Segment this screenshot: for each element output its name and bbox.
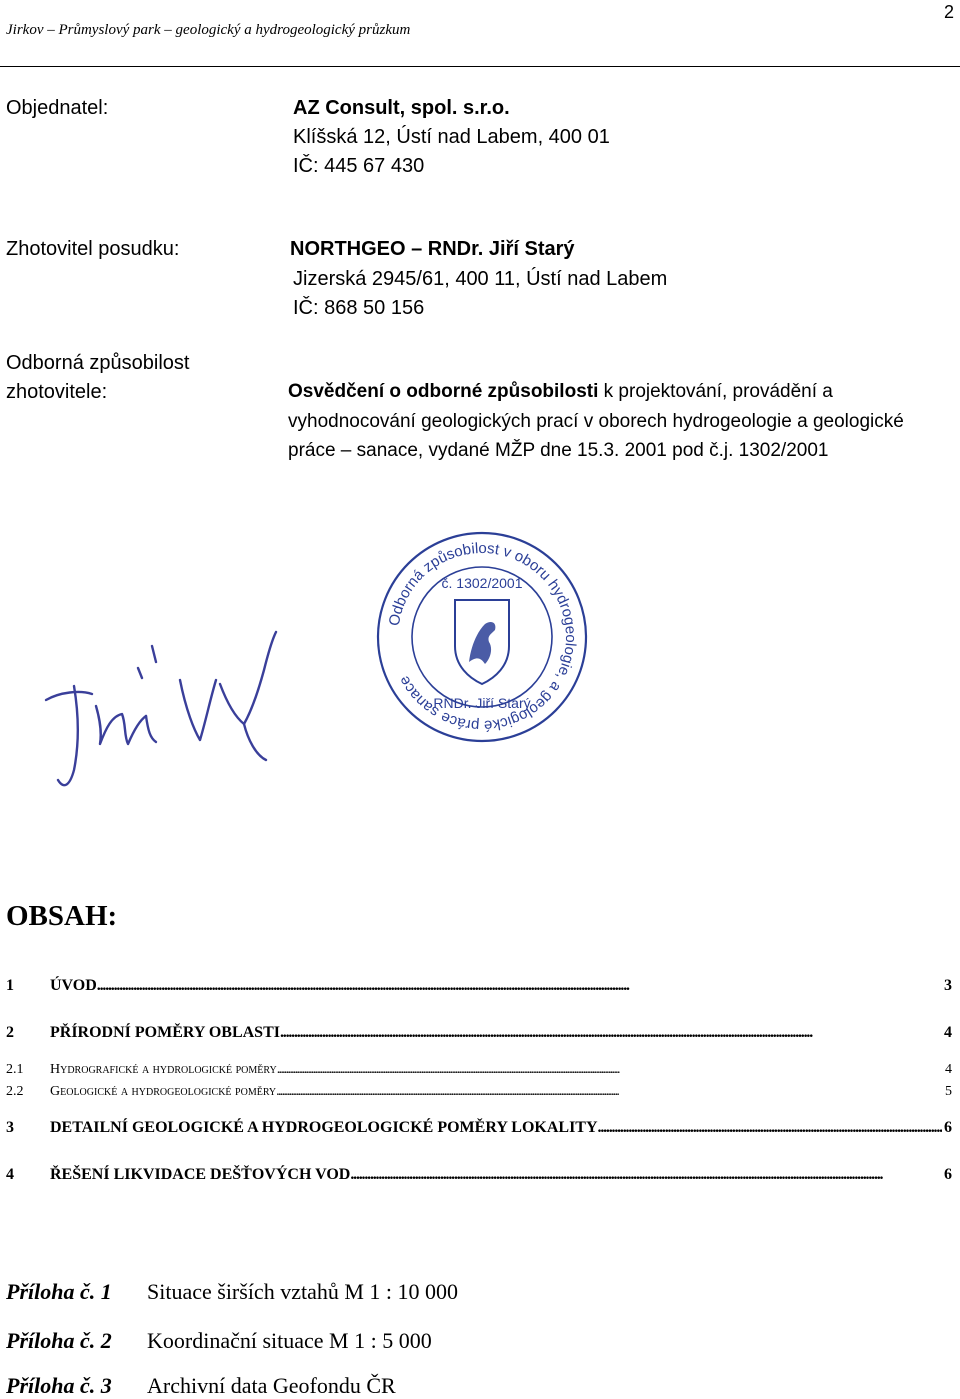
- toc-heading: OBSAH:: [6, 900, 118, 932]
- signature: [30, 620, 300, 800]
- qualification-text-bold: Osvědčení o odborné způsobilosti: [288, 381, 599, 402]
- toc-entry-title: PŘÍRODNÍ POMĚRY OBLASTI: [50, 1024, 280, 1041]
- client-address: Klíšská 12, Ústí nad Labem, 400 01: [293, 126, 610, 148]
- client-ic: IČ: 445 67 430: [293, 155, 425, 177]
- toc-entry[interactable]: [6, 977, 952, 995]
- toc-entry-number: 4: [6, 1166, 14, 1183]
- appendix-text: Archivní data Geofondu ČR: [147, 1373, 396, 1398]
- toc-entry-number: 2.1: [6, 1062, 24, 1077]
- stamp: [373, 528, 591, 746]
- toc-entry-title: Geologické a hydrogeologické poměry: [50, 1084, 277, 1099]
- toc-entry[interactable]: [6, 1024, 952, 1042]
- contractor-address: Jizerská 2945/61, 400 11, Ústí nad Labem: [293, 268, 668, 290]
- stamp-holder-name: RNDr. Jiří Starý: [433, 695, 531, 711]
- toc-entry-page: 4: [944, 1024, 952, 1041]
- toc-entry-number: 1: [6, 977, 14, 994]
- client-label: Objednatel:: [6, 97, 109, 119]
- running-header: Jirkov – Průmyslový park – geologický a hydrogeologický průzkum: [6, 22, 411, 38]
- qualification-label-line1: Odborná způsobilost: [6, 352, 190, 374]
- toc-entry[interactable]: [6, 1062, 952, 1078]
- toc-dot-leader: [350, 1166, 942, 1184]
- toc-entry[interactable]: [6, 1084, 952, 1100]
- qualification-label-line2: zhotovitele:: [6, 381, 108, 403]
- appendix-text: Situace širších vztahů M 1 : 10 000: [147, 1279, 459, 1304]
- toc-entry-number: 3: [6, 1119, 14, 1136]
- toc-entry-title: ŘEŠENÍ LIKVIDACE DEŠŤOVÝCH VOD: [50, 1166, 351, 1183]
- qualification-text: [288, 377, 928, 466]
- page-number: 2: [943, 2, 954, 22]
- toc-entry-page: 6: [944, 1119, 952, 1136]
- toc-entry-title: ÚVOD: [50, 977, 97, 994]
- toc-entry[interactable]: [6, 1119, 952, 1137]
- appendix-label: Příloha č. 1: [6, 1279, 112, 1304]
- lion-icon: [469, 622, 495, 664]
- toc-entry-number: 2: [6, 1024, 14, 1041]
- toc-dot-leader: [97, 977, 942, 995]
- toc-entry-title: Hydrografické a hydrologické poměry: [50, 1062, 277, 1077]
- toc-entry-title: DETAILNÍ GEOLOGICKÉ A HYDROGEOLOGICKÉ POMĚRY LOKALITY: [50, 1119, 598, 1136]
- client-name: AZ Consult, spol. s.r.o.: [293, 97, 510, 119]
- toc-dot-leader: [276, 1084, 943, 1100]
- contractor-ic: IČ: 868 50 156: [293, 297, 425, 319]
- toc-entry-page: 6: [944, 1166, 952, 1183]
- header-rule: [0, 66, 960, 67]
- contractor-name: NORTHGEO – RNDr. Jiří Starý: [290, 238, 575, 260]
- toc-dot-leader: [598, 1119, 942, 1137]
- toc-dot-leader: [277, 1062, 943, 1078]
- toc-entry-page: 5: [945, 1084, 952, 1099]
- toc-entry-page: 4: [945, 1062, 952, 1077]
- appendix-label: Příloha č. 3: [6, 1373, 112, 1398]
- toc-entry-page: 3: [944, 977, 952, 994]
- appendix-label: Příloha č. 2: [6, 1328, 112, 1353]
- contractor-label: Zhotovitel posudku:: [6, 238, 180, 260]
- stamp-ring-text: Odborná způsobilost v oboru hydrogeologie, a geologické práce sanace: [385, 539, 580, 735]
- appendix-text: Koordinační situace M 1 : 5 000: [147, 1328, 432, 1353]
- toc-entry-number: 2.2: [6, 1084, 24, 1099]
- toc-dot-leader: [280, 1024, 942, 1042]
- qualification-text-rest: k projektování, provádění a vyhodnocování geologických prací v oborech hydrogeologie a geologické práce – sanace, vydané MŽP dne 15.3. 2001 pod č.j. 1302/2001: [288, 381, 904, 461]
- stamp-number: č. 1302/2001: [441, 575, 523, 591]
- toc-entry[interactable]: [6, 1166, 952, 1184]
